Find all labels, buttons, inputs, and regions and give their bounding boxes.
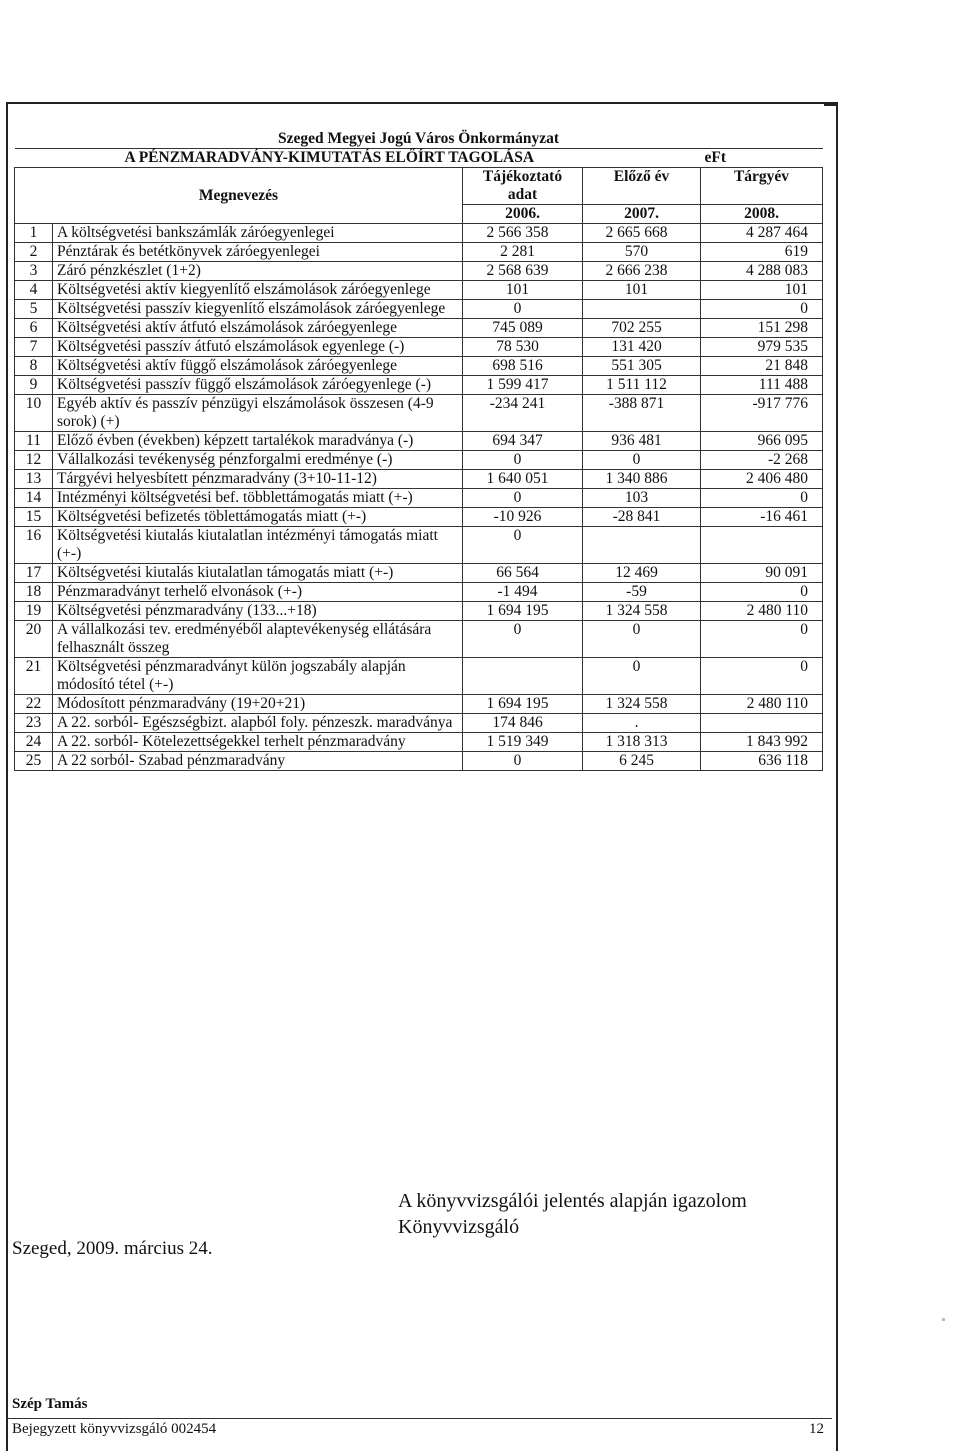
table-row — [15, 621, 823, 658]
table-row — [15, 319, 823, 338]
row-label: Módosított pénzmaradvány (19+20+21) — [53, 695, 463, 714]
row-number: 23 — [15, 714, 53, 733]
row-label: Vállalkozási tevékenység pénzforgalmi eredménye (-) — [53, 451, 463, 470]
row-label: Költségvetési pénzmaradvány (133...+18) — [53, 602, 463, 621]
row-number: 15 — [15, 508, 53, 527]
table-row — [15, 470, 823, 489]
value-2008: 0 — [701, 621, 823, 658]
row-label: Költségvetési aktív függő elszámolások záróegyenlege — [53, 357, 463, 376]
value-2006: 66 564 — [463, 564, 583, 583]
value-2006: 101 — [463, 281, 583, 300]
value-2007: 101 — [583, 281, 701, 300]
row-label: Záró pénzkészlet (1+2) — [53, 262, 463, 281]
place-date: Szeged, 2009. március 24. — [12, 1238, 213, 1259]
value-2008: 2 406 480 — [701, 470, 823, 489]
value-2007: 1 324 558 — [583, 602, 701, 621]
value-2006: 2 566 358 — [463, 224, 583, 243]
row-label: Költségvetési passzív kiegyenlítő elszámolások záróegyenlege — [53, 300, 463, 319]
value-2007: 570 — [583, 243, 701, 262]
table-row — [15, 224, 823, 243]
table-row — [15, 432, 823, 451]
report-title: A PÉNZMARADVÁNY-KIMUTATÁS ELŐÍRT TAGOLÁSA — [124, 149, 535, 166]
table-row — [15, 752, 823, 771]
statement-table-wrap — [14, 130, 822, 771]
row-label: A 22. sorból- Egészségbizt. alapból foly. pénzeszk. maradványa — [53, 714, 463, 733]
value-2006: -234 241 — [463, 395, 583, 432]
value-2006: 698 516 — [463, 357, 583, 376]
value-2006: 2 281 — [463, 243, 583, 262]
value-2007: 2 666 238 — [583, 262, 701, 281]
row-label: Költségvetési kiutalás kiutalatlan támogatás miatt (+-) — [53, 564, 463, 583]
row-number: 10 — [15, 395, 53, 432]
table-row — [15, 451, 823, 470]
value-2007: 1 324 558 — [583, 695, 701, 714]
row-number: 9 — [15, 376, 53, 395]
statement-table — [14, 130, 823, 771]
table-row — [15, 376, 823, 395]
column-header-current-year: Tárgyév — [733, 168, 790, 185]
row-label: Költségvetési aktív átfutó elszámolások záróegyenlege — [53, 319, 463, 338]
value-2007: 0 — [583, 451, 701, 470]
value-2006: 174 846 — [463, 714, 583, 733]
page-number: 12 — [809, 1421, 824, 1437]
value-2006: 1 694 195 — [463, 695, 583, 714]
row-number: 11 — [15, 432, 53, 451]
statement-line-2: Könyvvizsgáló — [398, 1216, 520, 1238]
row-label: Költségvetési passzív függő elszámolások záróegyenlege (-) — [53, 376, 463, 395]
value-2007: -59 — [583, 583, 701, 602]
table-row — [15, 395, 823, 432]
value-2008 — [701, 527, 823, 564]
value-2008: 979 535 — [701, 338, 823, 357]
row-label: Előző évben (években) képzett tartalékok maradványa (-) — [53, 432, 463, 451]
value-2006: 0 — [463, 752, 583, 771]
row-number: 5 — [15, 300, 53, 319]
value-2008: 619 — [701, 243, 823, 262]
year-2008: 2008. — [744, 205, 779, 222]
table-row — [15, 564, 823, 583]
row-number: 17 — [15, 564, 53, 583]
row-label: Költségvetési kiutalás kiutalatlan intézményi támogatás miatt (+-) — [53, 527, 463, 564]
column-header-prev-year: Előző év — [613, 168, 670, 185]
table-row — [15, 583, 823, 602]
row-number: 14 — [15, 489, 53, 508]
value-2006: 1 694 195 — [463, 602, 583, 621]
value-2006: 78 530 — [463, 338, 583, 357]
table-row — [15, 357, 823, 376]
row-number: 22 — [15, 695, 53, 714]
row-number: 8 — [15, 357, 53, 376]
year-2007: 2007. — [624, 205, 659, 222]
value-2006: 0 — [463, 489, 583, 508]
value-2007: . — [583, 714, 701, 733]
value-2008: 21 848 — [701, 357, 823, 376]
statement-rows — [15, 224, 823, 771]
row-number: 12 — [15, 451, 53, 470]
value-2007: 12 469 — [583, 564, 701, 583]
table-row — [15, 281, 823, 300]
table-row — [15, 658, 823, 695]
row-number: 16 — [15, 527, 53, 564]
row-label: Egyéb aktív és passzív pénzügyi elszámolások összesen (4-9 sorok) (+) — [53, 395, 463, 432]
row-number: 20 — [15, 621, 53, 658]
statement-line-1: A könyvvizsgálói jelentés alapján igazolom — [398, 1190, 747, 1212]
value-2008: 151 298 — [701, 319, 823, 338]
row-number: 3 — [15, 262, 53, 281]
row-label: A 22 sorból- Szabad pénzmaradvány — [53, 752, 463, 771]
row-label: Intézményi költségvetési bef. többlettámogatás miatt (+-) — [53, 489, 463, 508]
value-2006: 694 347 — [463, 432, 583, 451]
table-row — [15, 714, 823, 733]
row-number: 18 — [15, 583, 53, 602]
value-2007: 936 481 — [583, 432, 701, 451]
value-2008: 636 118 — [701, 752, 823, 771]
column-header-info: Tájékoztató adat — [482, 168, 563, 203]
table-row — [15, 243, 823, 262]
value-2008: -917 776 — [701, 395, 823, 432]
value-2007: -388 871 — [583, 395, 701, 432]
value-2007: 0 — [583, 658, 701, 695]
value-2007: 1 511 112 — [583, 376, 701, 395]
row-label: Pénztárak és betétkönyvek záróegyenlegei — [53, 243, 463, 262]
footer-rule — [6, 1418, 832, 1419]
table-row — [15, 508, 823, 527]
value-2006: -1 494 — [463, 583, 583, 602]
row-number: 6 — [15, 319, 53, 338]
value-2008: 4 288 083 — [701, 262, 823, 281]
value-2007: 1 318 313 — [583, 733, 701, 752]
value-2007: 1 340 886 — [583, 470, 701, 489]
value-2008: 101 — [701, 281, 823, 300]
org-name: Szeged Megyei Jogú Város Önkormányzat — [278, 130, 559, 147]
row-number: 21 — [15, 658, 53, 695]
row-number: 1 — [15, 224, 53, 243]
value-2007: 702 255 — [583, 319, 701, 338]
row-label: Tárgyévi helyesbített pénzmaradvány (3+10-11-12) — [53, 470, 463, 489]
value-2007: 2 665 668 — [583, 224, 701, 243]
value-2008: 4 287 464 — [701, 224, 823, 243]
value-2008: 111 488 — [701, 376, 823, 395]
table-row — [15, 527, 823, 564]
value-2007: 103 — [583, 489, 701, 508]
value-2007 — [583, 527, 701, 564]
row-number: 25 — [15, 752, 53, 771]
value-2006: 0 — [463, 527, 583, 564]
row-number: 2 — [15, 243, 53, 262]
row-label: Költségvetési pénzmaradványt külön jogszabály alapján módosító tétel (+-) — [53, 658, 463, 695]
value-2008: 1 843 992 — [701, 733, 823, 752]
table-row — [15, 262, 823, 281]
table-row — [15, 300, 823, 319]
value-2006: 2 568 639 — [463, 262, 583, 281]
unit-label: eFt — [704, 149, 727, 166]
row-label: Költségvetési passzív átfutó elszámolások egyenlege (-) — [53, 338, 463, 357]
value-2006: 1 519 349 — [463, 733, 583, 752]
value-2006: 0 — [463, 621, 583, 658]
value-2008: 0 — [701, 489, 823, 508]
value-2007 — [583, 300, 701, 319]
row-number: 7 — [15, 338, 53, 357]
auditor-statement — [398, 1188, 747, 1240]
row-number: 19 — [15, 602, 53, 621]
value-2007: 131 420 — [583, 338, 701, 357]
value-2008: -2 268 — [701, 451, 823, 470]
value-2008: 2 480 110 — [701, 602, 823, 621]
row-label: Pénzmaradványt terhelő elvonások (+-) — [53, 583, 463, 602]
value-2007: 551 305 — [583, 357, 701, 376]
value-2008: -16 461 — [701, 508, 823, 527]
value-2006: 745 089 — [463, 319, 583, 338]
row-number: 24 — [15, 733, 53, 752]
value-2008: 0 — [701, 300, 823, 319]
value-2007: 6 245 — [583, 752, 701, 771]
registration-number: Bejegyzett könyvvizsgáló 002454 — [12, 1421, 217, 1437]
value-2006 — [463, 658, 583, 695]
value-2006: -10 926 — [463, 508, 583, 527]
column-header-name: Megnevezés — [198, 186, 279, 204]
row-number: 4 — [15, 281, 53, 300]
value-2006: 0 — [463, 300, 583, 319]
value-2006: 0 — [463, 451, 583, 470]
row-label: A vállalkozási tev. eredményéből alaptevékenység ellátására felhasznált összeg — [53, 621, 463, 658]
value-2006: 1 640 051 — [463, 470, 583, 489]
corner-mark — [824, 104, 836, 110]
table-row — [15, 338, 823, 357]
year-2006: 2006. — [505, 205, 540, 222]
row-label: A 22. sorból- Kötelezettségekkel terhelt pénzmaradvány — [53, 733, 463, 752]
value-2008: 90 091 — [701, 564, 823, 583]
row-number: 13 — [15, 470, 53, 489]
row-label: A költségvetési bankszámlák záróegyenlegei — [53, 224, 463, 243]
value-2008 — [701, 714, 823, 733]
value-2007: -28 841 — [583, 508, 701, 527]
scan-speck — [942, 1318, 945, 1321]
signer-name: Szép Tamás — [12, 1396, 88, 1412]
value-2007: 0 — [583, 621, 701, 658]
row-label: Költségvetési aktív kiegyenlítő elszámolások záróegyenlege — [53, 281, 463, 300]
value-2008: 0 — [701, 583, 823, 602]
value-2008: 0 — [701, 658, 823, 695]
table-row — [15, 733, 823, 752]
table-row — [15, 602, 823, 621]
table-row — [15, 489, 823, 508]
value-2008: 2 480 110 — [701, 695, 823, 714]
value-2006: 1 599 417 — [463, 376, 583, 395]
row-label: Költségvetési befizetés töblettámogatás miatt (+-) — [53, 508, 463, 527]
value-2008: 966 095 — [701, 432, 823, 451]
table-row — [15, 695, 823, 714]
